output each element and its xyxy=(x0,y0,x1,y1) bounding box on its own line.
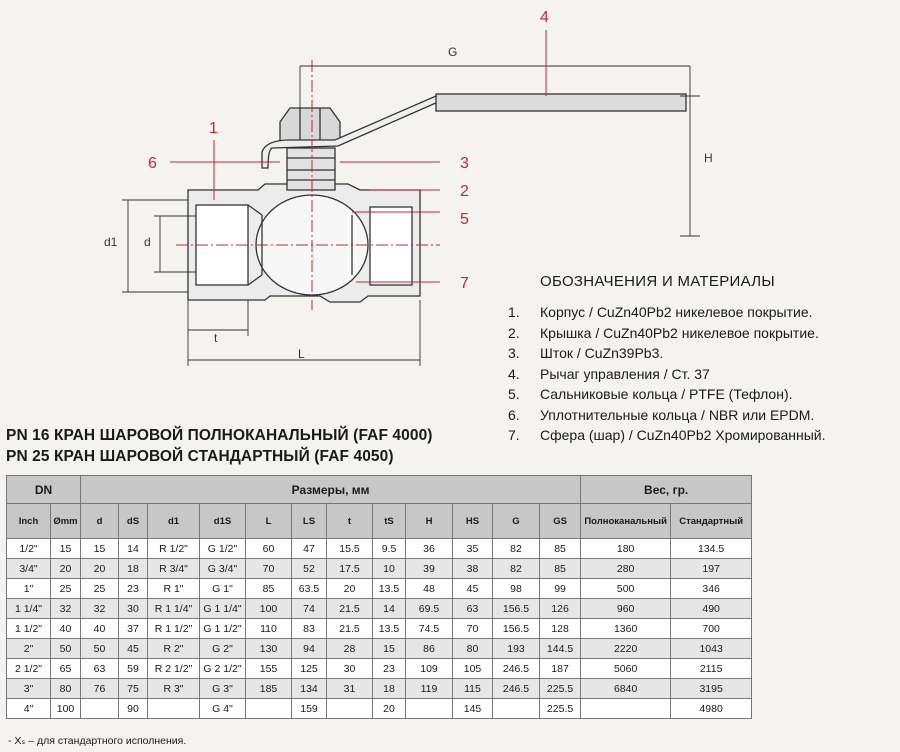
col-header: Стандартный xyxy=(671,504,752,539)
footnote: - Xₛ – для стандартного исполнения. xyxy=(8,735,187,747)
table-cell: 37 xyxy=(119,619,148,639)
table-cell xyxy=(493,699,540,719)
col-header: tS xyxy=(373,504,406,539)
col-header: Полноканальный xyxy=(581,504,671,539)
table-row xyxy=(7,559,752,579)
lever-grip xyxy=(436,94,686,111)
table-cell: 23 xyxy=(373,659,406,679)
legend-item: 1. Корпус / CuZn40Pb2 никелевое покрытие. xyxy=(508,304,813,320)
table-cell: 156.5 xyxy=(493,599,540,619)
table-cell: R 1/2" xyxy=(148,539,200,559)
col-header: H xyxy=(406,504,453,539)
table-cell: 2115 xyxy=(671,659,752,679)
table-cell: 110 xyxy=(246,619,292,639)
table-cell: 15 xyxy=(373,639,406,659)
heading-pn16: PN 16 КРАН ШАРОВОЙ ПОЛНОКАНАЛЬНЫЙ (FAF 4000) xyxy=(6,427,433,444)
table-cell xyxy=(81,699,119,719)
table-cell: G 2" xyxy=(200,639,246,659)
right-thread xyxy=(370,207,412,285)
materials-legend xyxy=(508,302,826,446)
table-cell: 48 xyxy=(406,579,453,599)
table-cell: 700 xyxy=(671,619,752,639)
table-cell: 119 xyxy=(406,679,453,699)
table-cell: 32 xyxy=(51,599,81,619)
table-cell: 98 xyxy=(493,579,540,599)
table-cell: R 2" xyxy=(148,639,200,659)
table-cell: 346 xyxy=(671,579,752,599)
table-cell: 14 xyxy=(373,599,406,619)
table-cell: 50 xyxy=(81,639,119,659)
table-row xyxy=(7,539,752,559)
dim-d1: d1 xyxy=(104,235,118,249)
col-header: HS xyxy=(453,504,493,539)
table-cell: 28 xyxy=(327,639,373,659)
table-cell: 18 xyxy=(119,559,148,579)
table-cell: G 1" xyxy=(200,579,246,599)
table-cell: 36 xyxy=(406,539,453,559)
table-cell: 70 xyxy=(453,619,493,639)
legend-item: 2. Крышка / CuZn40Pb2 никелевое покрытие. xyxy=(508,324,819,341)
col-header: d1S xyxy=(200,504,246,539)
table-cell: 83 xyxy=(292,619,327,639)
table-cell: 15 xyxy=(81,539,119,559)
table-cell: R 1" xyxy=(148,579,200,599)
table-cell: 25 xyxy=(81,579,119,599)
table-cell: 75 xyxy=(119,679,148,699)
stem-nut xyxy=(280,108,340,142)
table-cell: 30 xyxy=(327,659,373,679)
table-cell: 20 xyxy=(327,579,373,599)
col-header: LS xyxy=(292,504,327,539)
table-cell: R 2 1/2" xyxy=(148,659,200,679)
table-cell: 32 xyxy=(81,599,119,619)
table-cell: 39 xyxy=(406,559,453,579)
table-cell: 31 xyxy=(327,679,373,699)
table-cell: 21.5 xyxy=(327,599,373,619)
table-cell: 20 xyxy=(81,559,119,579)
dim-d: d xyxy=(144,235,151,249)
table-cell: 40 xyxy=(81,619,119,639)
table-cell: 2220 xyxy=(581,639,671,659)
legend-item: 6. Уплотнительные кольца / NBR или EPDM. xyxy=(508,406,815,423)
dim-l: L xyxy=(298,347,305,361)
table-cell: 159 xyxy=(292,699,327,719)
table-cell: 38 xyxy=(453,559,493,579)
table-cell xyxy=(246,699,292,719)
dim-t: t xyxy=(214,331,218,345)
table-cell: 193 xyxy=(493,639,540,659)
table-cell: 13.5 xyxy=(373,619,406,639)
table-cell: 128 xyxy=(540,619,581,639)
table-cell: 4" xyxy=(7,699,51,719)
callout-7: 7 xyxy=(460,275,469,292)
table-cell: G 3/4" xyxy=(200,559,246,579)
table-cell: 90 xyxy=(119,699,148,719)
table-cell: 185 xyxy=(246,679,292,699)
legend-item: 5. Сальниковые кольца / PTFE (Тефлон). xyxy=(508,386,793,402)
table-cell: 35 xyxy=(453,539,493,559)
col-header: G xyxy=(493,504,540,539)
table-cell: 134.5 xyxy=(671,539,752,559)
callout-1: 1 xyxy=(209,120,218,137)
table-cell: 74.5 xyxy=(406,619,453,639)
specification-table xyxy=(6,475,752,719)
col-header: dS xyxy=(119,504,148,539)
header-weight: Вес, гр. xyxy=(581,476,752,504)
table-cell: 25 xyxy=(51,579,81,599)
table-row xyxy=(7,659,752,679)
table-cell: 155 xyxy=(246,659,292,679)
table-cell: 21.5 xyxy=(327,619,373,639)
table-cell: 82 xyxy=(493,559,540,579)
table-cell xyxy=(581,699,671,719)
table-cell: 105 xyxy=(453,659,493,679)
table-cell: 1/2" xyxy=(7,539,51,559)
table-cell: 18 xyxy=(373,679,406,699)
table-cell: 59 xyxy=(119,659,148,679)
table-cell: 3195 xyxy=(671,679,752,699)
column-headers xyxy=(7,504,752,539)
col-header: GS xyxy=(540,504,581,539)
table-cell: 280 xyxy=(581,559,671,579)
table-cell: 13.5 xyxy=(373,579,406,599)
table-cell: 1043 xyxy=(671,639,752,659)
table-cell xyxy=(148,699,200,719)
table-cell: G 3" xyxy=(200,679,246,699)
table-cell: 3/4" xyxy=(7,559,51,579)
table-cell: 70 xyxy=(246,559,292,579)
table-cell: 100 xyxy=(51,699,81,719)
table-cell: 23 xyxy=(119,579,148,599)
table-cell: 86 xyxy=(406,639,453,659)
table-cell: 180 xyxy=(581,539,671,559)
col-header: Inch xyxy=(7,504,51,539)
table-cell: 17.5 xyxy=(327,559,373,579)
table-cell: 2" xyxy=(7,639,51,659)
table-cell: 500 xyxy=(581,579,671,599)
table-cell: 1" xyxy=(7,579,51,599)
callout-4: 4 xyxy=(540,9,549,26)
header-dn: DN xyxy=(7,476,81,504)
table-cell: 225.5 xyxy=(540,699,581,719)
stem xyxy=(287,148,335,190)
table-cell: 1 1/2" xyxy=(7,619,51,639)
table-cell: G 2 1/2" xyxy=(200,659,246,679)
callout-3: 3 xyxy=(460,155,469,172)
callout-5: 5 xyxy=(460,211,469,228)
table-cell: 47 xyxy=(292,539,327,559)
col-header: d xyxy=(81,504,119,539)
table-row xyxy=(7,679,752,699)
table-cell: 20 xyxy=(51,559,81,579)
dim-h: H xyxy=(704,151,713,165)
table-cell: 126 xyxy=(540,599,581,619)
dim-g: G xyxy=(448,45,458,59)
table-cell: 80 xyxy=(51,679,81,699)
table-cell: 69.5 xyxy=(406,599,453,619)
col-header: L xyxy=(246,504,292,539)
col-header: d1 xyxy=(148,504,200,539)
table-cell: 115 xyxy=(453,679,493,699)
table-cell: 14 xyxy=(119,539,148,559)
table-cell: 134 xyxy=(292,679,327,699)
table-cell: 246.5 xyxy=(493,679,540,699)
table-cell: 225.5 xyxy=(540,679,581,699)
table-cell: 94 xyxy=(292,639,327,659)
table-cell: 9.5 xyxy=(373,539,406,559)
legend-item: 3. Шток / CuZn39Pb3. xyxy=(508,345,664,361)
table-cell: 65 xyxy=(51,659,81,679)
table-cell: 109 xyxy=(406,659,453,679)
table-cell: G 1 1/4" xyxy=(200,599,246,619)
legend-title: ОБОЗНАЧЕНИЯ И МАТЕРИАЛЫ xyxy=(540,273,775,290)
table-cell: 82 xyxy=(493,539,540,559)
table-cell: 60 xyxy=(246,539,292,559)
table-cell: 6840 xyxy=(581,679,671,699)
table-cell: 50 xyxy=(51,639,81,659)
table-cell: 45 xyxy=(119,639,148,659)
table-cell: R 1 1/2" xyxy=(148,619,200,639)
table-cell: 45 xyxy=(453,579,493,599)
table-row xyxy=(7,639,752,659)
table-cell: 197 xyxy=(671,559,752,579)
table-cell: 4980 xyxy=(671,699,752,719)
table-cell: 1360 xyxy=(581,619,671,639)
table-cell: 960 xyxy=(581,599,671,619)
table-row xyxy=(7,619,752,639)
table-cell: 63.5 xyxy=(292,579,327,599)
table-row xyxy=(7,699,752,719)
table-cell: 145 xyxy=(453,699,493,719)
table-cell xyxy=(327,699,373,719)
table-cell: 2 1/2" xyxy=(7,659,51,679)
table-cell: 187 xyxy=(540,659,581,679)
table-cell: 40 xyxy=(51,619,81,639)
table-cell: 5060 xyxy=(581,659,671,679)
callout-2: 2 xyxy=(460,183,469,200)
table-cell: 74 xyxy=(292,599,327,619)
col-header: Ømm xyxy=(51,504,81,539)
table-cell: 80 xyxy=(453,639,493,659)
table-cell: 20 xyxy=(373,699,406,719)
table-cell: 99 xyxy=(540,579,581,599)
table-cell xyxy=(406,699,453,719)
heading-pn25: PN 25 КРАН ШАРОВОЙ СТАНДАРТНЫЙ (FAF 4050) xyxy=(6,448,394,465)
table-cell: G 1 1/2" xyxy=(200,619,246,639)
table-cell: 76 xyxy=(81,679,119,699)
table-cell: 144.5 xyxy=(540,639,581,659)
table-row xyxy=(7,579,752,599)
table-cell: 125 xyxy=(292,659,327,679)
table-cell: 85 xyxy=(540,539,581,559)
table-cell: 85 xyxy=(540,559,581,579)
table-cell: R 3/4" xyxy=(148,559,200,579)
table-cell: 63 xyxy=(453,599,493,619)
table-cell: 85 xyxy=(246,579,292,599)
callout-6: 6 xyxy=(148,155,157,172)
table-cell: 130 xyxy=(246,639,292,659)
legend-item: 7. Сфера (шар) / CuZn40Pb2 Хромированный. xyxy=(508,427,826,443)
legend-item: 4. Рычаг управления / Ст. 37 xyxy=(508,365,710,382)
table-cell: G 1/2" xyxy=(200,539,246,559)
col-header: t xyxy=(327,504,373,539)
table-cell: 246.5 xyxy=(493,659,540,679)
table-cell: 52 xyxy=(292,559,327,579)
table-cell: R 3" xyxy=(148,679,200,699)
header-sizes: Размеры, мм xyxy=(81,476,581,504)
table-row xyxy=(7,599,752,619)
table-cell: 30 xyxy=(119,599,148,619)
table-cell: 15.5 xyxy=(327,539,373,559)
table-cell: 1 1/4" xyxy=(7,599,51,619)
table-cell: G 4" xyxy=(200,699,246,719)
table-cell: 63 xyxy=(81,659,119,679)
table-cell: R 1 1/4" xyxy=(148,599,200,619)
table-cell: 15 xyxy=(51,539,81,559)
table-cell: 100 xyxy=(246,599,292,619)
table-cell: 3" xyxy=(7,679,51,699)
table-cell: 10 xyxy=(373,559,406,579)
table-cell: 156.5 xyxy=(493,619,540,639)
table-cell: 490 xyxy=(671,599,752,619)
